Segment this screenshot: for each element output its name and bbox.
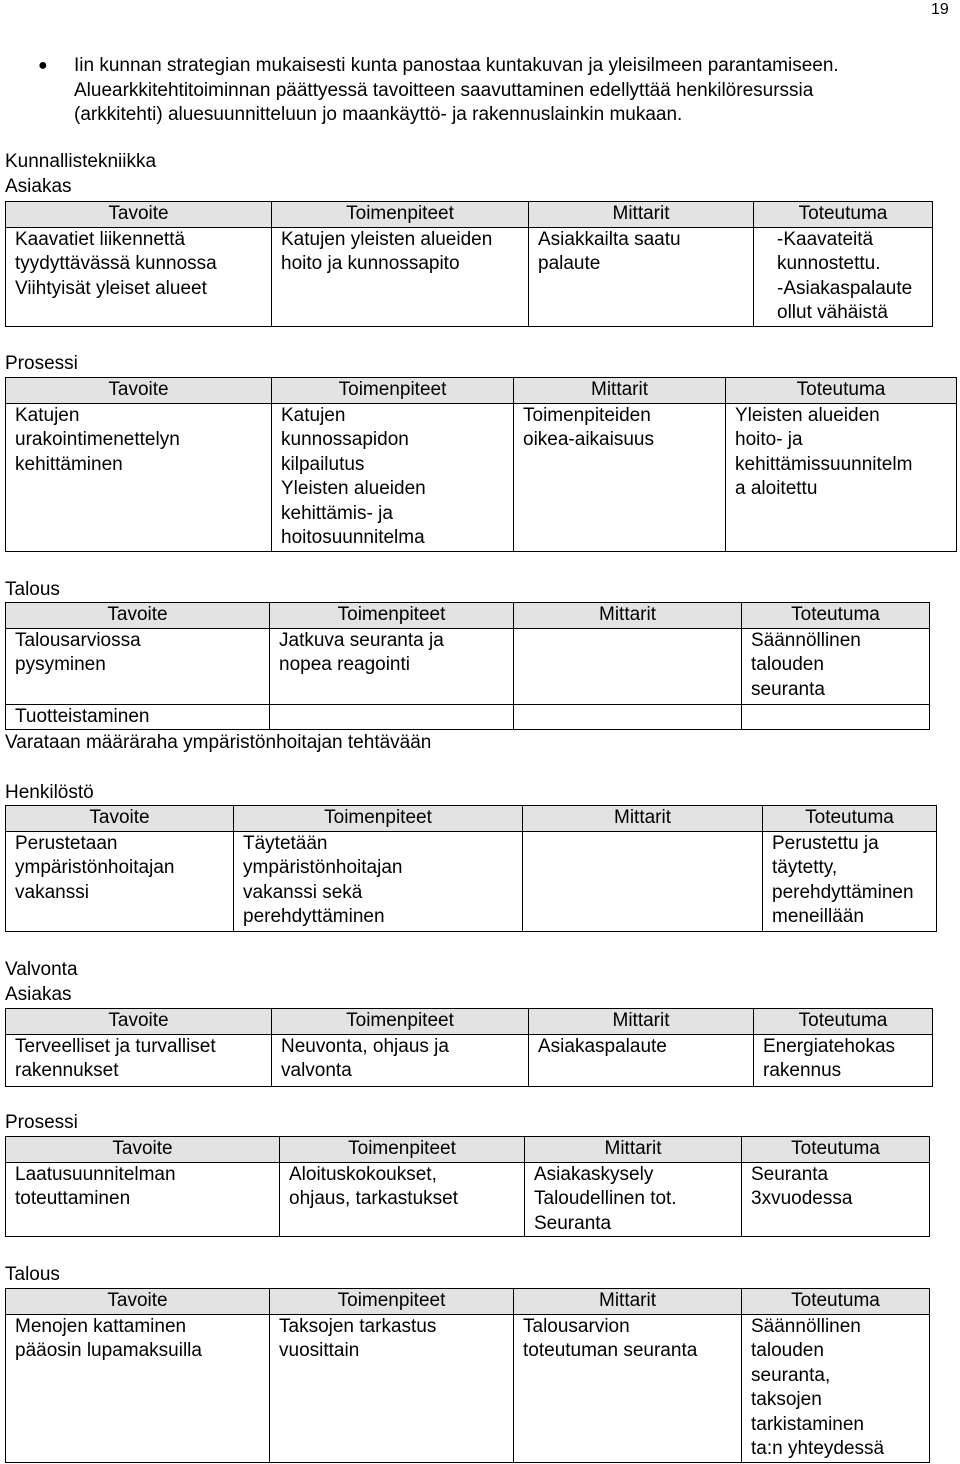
cell-line: Taloudellinen tot. [534, 1188, 677, 1209]
cell-line: Talousarvion [523, 1315, 630, 1337]
cell-toteutuma [726, 403, 957, 551]
cell-line: kehittäminen [15, 453, 123, 475]
cell-toteutuma [754, 1034, 933, 1086]
cell-line: Viihtyisät yleiset alueet [15, 277, 207, 299]
intro-text [74, 54, 934, 128]
table-row [6, 227, 933, 326]
table-row [6, 1034, 933, 1086]
cell-tavoite [6, 227, 272, 326]
header-toteutuma: Toteutuma [742, 603, 930, 629]
cell-toteutuma [742, 1314, 930, 1462]
cell-line: hoito- ja [735, 429, 803, 450]
header-toteutuma: Toteutuma [742, 1137, 930, 1163]
header-toimenpiteet: Toimenpiteet [272, 202, 529, 228]
subsection-title-talous: Talous [5, 579, 60, 600]
header-mittarit: Mittarit [514, 603, 742, 629]
table-header-row [6, 202, 933, 228]
cell-line: kilpailutus [281, 453, 365, 475]
header-tavoite: Tavoite [6, 1137, 280, 1163]
subsection-title-asiakas: Asiakas [5, 984, 72, 1005]
header-mittarit: Mittarit [529, 202, 754, 228]
table-row [6, 1314, 930, 1462]
cell-line: kehittämis- ja [281, 502, 393, 524]
table-v-asiakas [5, 1008, 933, 1087]
cell-line: meneillään [772, 906, 864, 927]
cell-toimenpiteet [234, 831, 523, 931]
table-row [6, 704, 930, 730]
cell-line: -Asiakaspalaute [777, 277, 913, 299]
table-header-row [6, 1289, 930, 1315]
subsection-title-henkilosto: Henkilöstö [5, 782, 94, 803]
cell-line: kunnostettu. [777, 253, 881, 274]
intro-line: Aluearkkitehtitoiminnan päättyessä tavoitteen saavuttaminen edellyttää henkilöresurssia [74, 79, 814, 101]
cell-line: talouden [751, 1340, 824, 1361]
cell-line: Aloituskokoukset, [289, 1163, 437, 1185]
cell-line: Terveelliset ja turvalliset [15, 1035, 216, 1057]
cell-mittarit [529, 227, 754, 326]
cell-toimenpiteet [272, 1034, 529, 1086]
cell-line: perehdyttäminen [243, 906, 385, 927]
page-number: 19 [931, 1, 949, 18]
table-row [6, 403, 957, 551]
cell-line: Yleisten alueiden [735, 404, 880, 426]
subsection-title-talous: Talous [5, 1264, 60, 1285]
header-mittarit: Mittarit [525, 1137, 742, 1163]
cell-line: nopea reagointi [279, 654, 410, 675]
cell-toimenpiteet [272, 227, 529, 326]
table-row [6, 831, 937, 931]
cell-mittarit [514, 1314, 742, 1462]
header-toimenpiteet: Toimenpiteet [270, 603, 514, 629]
table-kt-prosessi [5, 377, 957, 552]
cell-toimenpiteet [272, 403, 514, 551]
subsection-title-prosessi: Prosessi [5, 353, 78, 374]
header-toteutuma: Toteutuma [742, 1289, 930, 1315]
cell-line: -Kaavateitä [777, 228, 874, 250]
cell-line: ohjaus, tarkastukset [289, 1188, 458, 1209]
cell-line: seuranta [751, 678, 825, 700]
cell-line: kunnossapidon [281, 429, 409, 450]
table-v-talous [5, 1288, 930, 1463]
cell-line: Jatkuva seuranta ja [279, 629, 444, 651]
header-toteutuma: Toteutuma [754, 202, 933, 228]
subsection-title-prosessi: Prosessi [5, 1112, 78, 1133]
cell-line: tyydyttävässä kunnossa [15, 253, 217, 274]
cell-mittarit [514, 403, 726, 551]
talous-note: Varataan määräraha ympäristönhoitajan tehtävään [5, 732, 432, 753]
cell-mittarit [514, 628, 742, 704]
cell-tavoite [6, 704, 270, 730]
cell-toteutuma [742, 1162, 930, 1237]
cell-line: Neuvonta, ohjaus ja [281, 1035, 449, 1057]
table-v-prosessi [5, 1136, 930, 1237]
cell-line: talouden [751, 654, 824, 675]
cell-line: pääosin lupamaksuilla [15, 1340, 202, 1361]
cell-line: toteutuman seuranta [523, 1340, 698, 1361]
cell-line: Täytetään [243, 832, 328, 854]
header-toteutuma: Toteutuma [754, 1009, 933, 1035]
cell-line: Asiakaskysely [534, 1163, 654, 1185]
table-kt-talous [5, 602, 930, 730]
table-header-row [6, 603, 930, 629]
cell-line: hoitosuunnitelma [281, 527, 425, 548]
bullet-dot-icon: ● [38, 57, 48, 74]
cell-line: Yleisten alueiden [281, 478, 426, 499]
section-title-valvonta: Valvonta [5, 959, 78, 980]
cell-tavoite [6, 1314, 270, 1462]
header-toteutuma: Toteutuma [763, 806, 937, 832]
cell-line: pysyminen [15, 654, 106, 675]
table-header-row [6, 806, 937, 832]
header-toimenpiteet: Toimenpiteet [280, 1137, 525, 1163]
cell-toteutuma [754, 227, 933, 326]
section-title-kunnallistekniikka: Kunnallistekniikka [5, 151, 157, 172]
cell-tavoite [6, 628, 270, 704]
cell-line: ollut vähäistä [777, 302, 888, 323]
cell-line: Talousarviossa [15, 629, 141, 651]
cell-line: ympäristönhoitajan [243, 857, 403, 878]
cell-line: perehdyttäminen [772, 881, 914, 903]
cell-line: toteuttaminen [15, 1188, 131, 1209]
cell-toteutuma [763, 831, 937, 931]
table-kt-asiakas [5, 201, 933, 327]
intro-line: Iin kunnan strategian mukaisesti kunta panostaa kuntakuvan ja yleisilmeen parantamiseen. [74, 55, 839, 76]
cell-line: Katujen [281, 404, 346, 426]
table-kt-henkilosto [5, 805, 937, 932]
header-tavoite: Tavoite [6, 1009, 272, 1035]
table-header-row [6, 378, 957, 404]
cell-line: Asiakkailta saatu [538, 228, 681, 250]
cell-mittarit [525, 1162, 742, 1237]
cell-mittarit [529, 1034, 754, 1086]
cell-line: Katujen yleisten alueiden [281, 228, 493, 250]
cell-line: täytetty, [772, 857, 838, 878]
cell-toimenpiteet [270, 704, 514, 730]
cell-toimenpiteet [280, 1162, 525, 1237]
header-mittarit: Mittarit [523, 806, 763, 832]
table-header-row [6, 1137, 930, 1163]
cell-line: oikea-aikaisuus [523, 429, 654, 450]
cell-tavoite [6, 403, 272, 551]
cell-line: urakointimenettelyn [15, 429, 180, 450]
cell-line: valvonta [281, 1060, 352, 1081]
header-tavoite: Tavoite [6, 806, 234, 832]
header-mittarit: Mittarit [529, 1009, 754, 1035]
cell-tavoite [6, 1162, 280, 1237]
header-toteutuma: Toteutuma [726, 378, 957, 404]
cell-line: Tuotteistaminen [15, 705, 150, 727]
cell-mittarit [523, 831, 763, 931]
cell-line: Seuranta [534, 1212, 612, 1234]
cell-line: tarkistaminen [751, 1413, 864, 1435]
cell-line: kehittämissuunnitelm [735, 453, 913, 475]
cell-line: Energiatehokas [763, 1035, 896, 1057]
cell-toimenpiteet [270, 1314, 514, 1462]
cell-line: vakanssi sekä [243, 881, 363, 903]
cell-line: a aloitettu [735, 478, 818, 499]
table-row [6, 1162, 930, 1237]
table-header-row [6, 1009, 933, 1035]
header-tavoite: Tavoite [6, 378, 272, 404]
cell-line: Säännöllinen [751, 1315, 861, 1337]
cell-line: 3xvuodessa [751, 1188, 853, 1209]
cell-toteutuma [742, 704, 930, 730]
header-tavoite: Tavoite [6, 603, 270, 629]
cell-line: vakanssi [15, 881, 89, 903]
header-toimenpiteet: Toimenpiteet [270, 1289, 514, 1315]
cell-toteutuma [742, 628, 930, 704]
subsection-title-asiakas: Asiakas [5, 176, 72, 197]
header-tavoite: Tavoite [6, 1289, 270, 1315]
cell-line: vuosittain [279, 1340, 360, 1361]
cell-line: seuranta, [751, 1364, 831, 1386]
cell-line: Toimenpiteiden [523, 404, 651, 426]
table-row [6, 628, 930, 704]
cell-mittarit [514, 704, 742, 730]
cell-line: hoito ja kunnossapito [281, 253, 460, 274]
cell-line: ympäristönhoitajan [15, 857, 175, 878]
cell-line: taksojen [751, 1389, 822, 1410]
cell-line: Säännöllinen [751, 629, 861, 651]
cell-line: rakennus [763, 1060, 842, 1081]
header-toimenpiteet: Toimenpiteet [272, 378, 514, 404]
header-tavoite: Tavoite [6, 202, 272, 228]
cell-tavoite [6, 831, 234, 931]
cell-line: palaute [538, 253, 601, 274]
cell-line: Katujen [15, 404, 80, 426]
cell-line: Seuranta [751, 1163, 829, 1185]
cell-line: ta:n yhteydessä [751, 1438, 885, 1459]
header-mittarit: Mittarit [514, 1289, 742, 1315]
cell-line: Kaavatiet liikennettä [15, 228, 186, 250]
cell-line: Taksojen tarkastus [279, 1315, 437, 1337]
cell-line: Perustetaan [15, 832, 118, 854]
cell-line: rakennukset [15, 1060, 119, 1081]
header-toimenpiteet: Toimenpiteet [234, 806, 523, 832]
cell-line: Menojen kattaminen [15, 1315, 187, 1337]
cell-line: Perustettu ja [772, 832, 879, 854]
header-toimenpiteet: Toimenpiteet [272, 1009, 529, 1035]
cell-tavoite [6, 1034, 272, 1086]
header-mittarit: Mittarit [514, 378, 726, 404]
intro-line: (arkkitehti) aluesuunnitteluun jo maankäyttö- ja rakennuslainkin mukaan. [74, 104, 683, 125]
cell-toimenpiteet [270, 628, 514, 704]
cell-line: Asiakaspalaute [538, 1035, 667, 1057]
cell-line: Laatusuunnitelman [15, 1163, 176, 1185]
